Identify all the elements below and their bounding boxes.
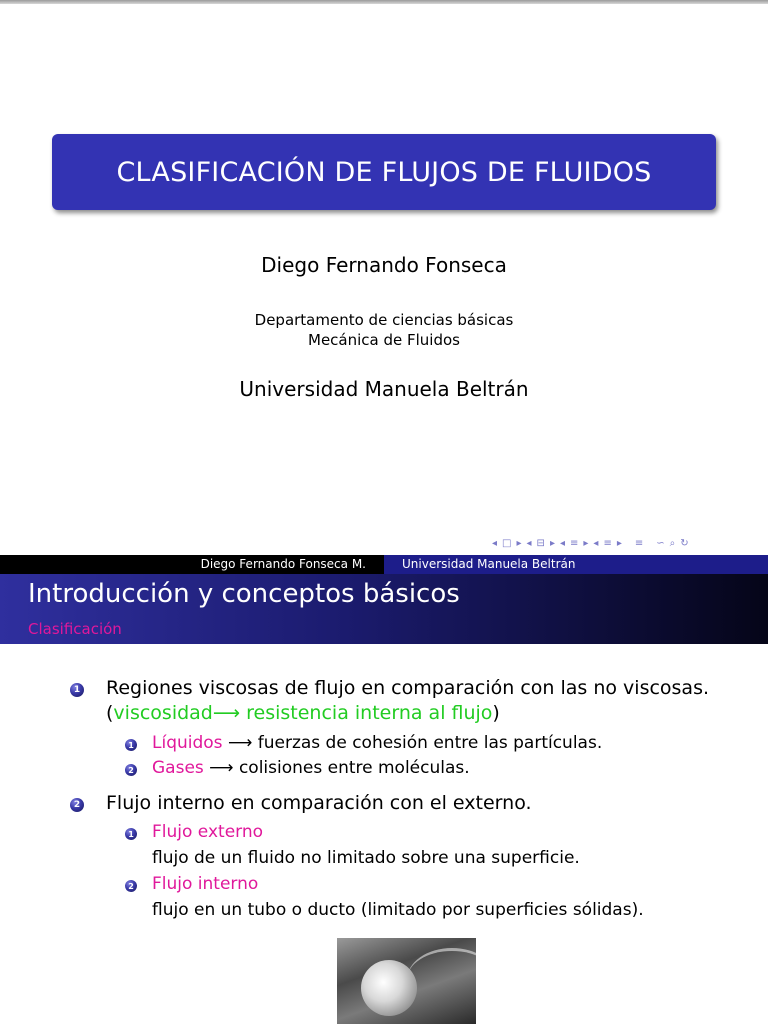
frame-title: Introducción y conceptos básicos <box>28 579 460 609</box>
nav-next-subsection-icon[interactable]: ▸ <box>549 537 555 549</box>
nav-next-doc-icon[interactable]: ▸ <box>616 537 622 549</box>
title-box <box>52 134 716 210</box>
list-item-internal-external: Flujo interno en comparación con el externo. <box>106 792 532 814</box>
paren-open: ( <box>106 702 114 724</box>
enum-ball-1-2: 2 <box>125 764 137 776</box>
nav-prev-subsection-icon[interactable]: ◂ <box>526 537 532 549</box>
frame-subtitle: Clasificación <box>28 620 122 638</box>
nav-next-section-icon[interactable]: ▸ <box>583 537 589 549</box>
term-liquids: Líquidos <box>152 733 223 753</box>
viscosity-definition: viscosidad⟶ resistencia interna al flujo <box>113 702 493 724</box>
nav-prev-frame-icon[interactable]: ◂ <box>492 537 498 549</box>
university-name: Universidad Manuela Beltrán <box>239 377 529 401</box>
department: Departamento de ciencias básicas <box>254 311 514 329</box>
enum-ball-1: 1 <box>70 683 84 697</box>
enum-ball-1-1: 1 <box>125 739 137 751</box>
desc-internal-flow: flujo en un tubo o ducto (limitado por superficies sólidas). <box>152 900 644 920</box>
arrow: ⟶ <box>222 733 258 753</box>
enum-ball-2-1: 1 <box>125 828 137 840</box>
zoom-icon[interactable]: ∽ <box>656 537 665 549</box>
refresh-icon[interactable]: ↻ <box>680 537 689 549</box>
author-name: Diego Fernando Fonseca <box>261 253 507 277</box>
nav-prev-doc-icon[interactable]: ◂ <box>593 537 599 549</box>
paren-close: ) <box>492 702 500 724</box>
nav-prev-section-icon[interactable]: ◂ <box>559 537 565 549</box>
desc-external-flow: flujo de un fluido no limitado sobre una superficie. <box>152 848 580 868</box>
subitem-liquids <box>152 733 602 753</box>
course-name: Mecánica de Fluidos <box>308 331 460 349</box>
search-icon[interactable]: ⌕ <box>669 537 676 549</box>
slide-footer <box>0 555 768 574</box>
term-external-flow: Flujo externo <box>152 822 264 842</box>
subitem-gases <box>152 758 470 778</box>
enum-ball-2-2: 2 <box>125 880 137 892</box>
appendix-icon[interactable]: ≡ <box>634 537 644 549</box>
desc-gases: colisiones entre moléculas. <box>238 758 470 778</box>
sphere <box>361 960 417 1016</box>
institute-info <box>0 310 768 350</box>
arrow: ⟶ <box>203 758 239 778</box>
beamer-navigation <box>492 536 764 550</box>
desc-liquids: fuerzas de cohesión entre las partículas. <box>257 733 603 753</box>
flow-around-sphere-image <box>337 938 476 1024</box>
footer-author: Diego Fernando Fonseca M. <box>0 555 384 574</box>
term-gases: Gases <box>152 758 204 778</box>
enum-ball-2: 2 <box>70 798 84 812</box>
frame-icon[interactable]: □ <box>502 537 512 549</box>
section-icon[interactable]: ≡ <box>570 537 579 549</box>
frame-header <box>0 574 768 644</box>
nav-next-frame-icon[interactable]: ▸ <box>516 537 522 549</box>
term-internal-flow: Flujo interno <box>152 874 259 894</box>
presentation-title: CLASIFICACIÓN DE FLUJOS DE FLUIDOS <box>116 156 652 188</box>
list-item-viscous: Regiones viscosas de flujo en comparación con las no viscosas. <box>106 677 710 699</box>
flow-wake <box>407 948 476 1011</box>
footer-institution: Universidad Manuela Beltrán <box>384 555 768 574</box>
top-border <box>0 0 768 4</box>
document-icon[interactable]: ≡ <box>603 537 612 549</box>
subsection-icon[interactable]: ⊟ <box>536 537 545 549</box>
viscosity-note <box>106 702 500 724</box>
